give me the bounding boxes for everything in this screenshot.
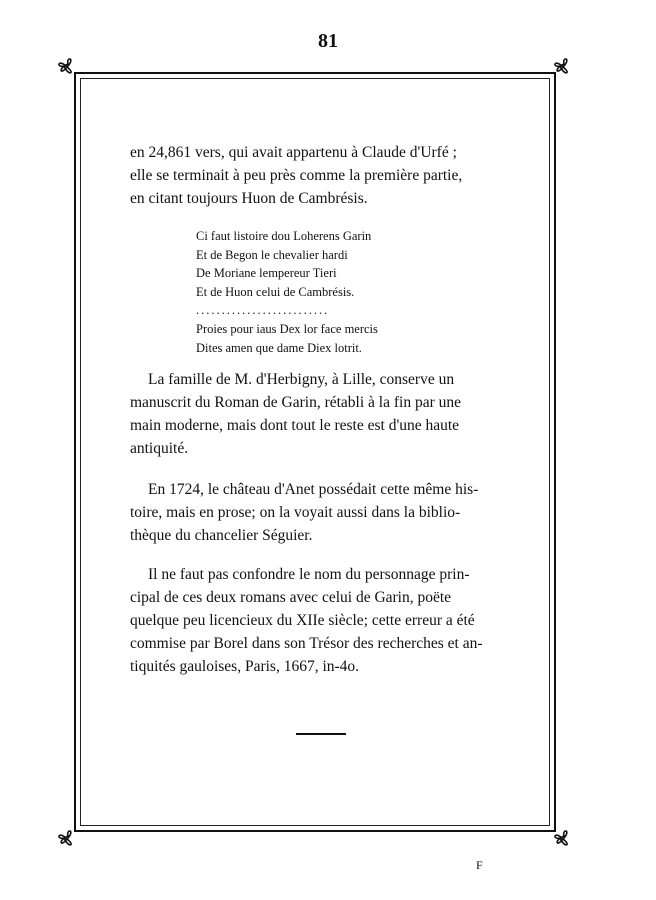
paragraph-anet bbox=[130, 478, 494, 547]
text-line: En 1724, le château d'Anet possédait cette même his- bbox=[148, 481, 479, 498]
corner-ornament-top-right bbox=[550, 54, 576, 80]
text-line: cipal de ces deux romans avec celui de Garin, poëte bbox=[130, 589, 452, 606]
text-line: La famille de M. d'Herbigny, à Lille, conserve un bbox=[148, 371, 455, 388]
text-line: commise par Borel dans son Trésor des recherches et an- bbox=[130, 635, 483, 652]
corner-ornament-top-left bbox=[54, 54, 80, 80]
paragraph-herbigny bbox=[130, 368, 494, 460]
verse-line: Proies pour iaus Dex lor face mercis bbox=[196, 321, 378, 336]
ellipsis-line: .......................... bbox=[196, 303, 330, 318]
corner-ornament-bottom-right bbox=[550, 826, 576, 852]
text-line: main moderne, mais dont tout le reste est d'une haute bbox=[130, 417, 460, 434]
text-line: quelque peu licencieux du XIIe siècle; cette erreur a été bbox=[130, 612, 475, 629]
text-line: Il ne faut pas confondre le nom du personnage prin- bbox=[148, 566, 470, 583]
verse-line: Et de Begon le chevalier hardi bbox=[196, 247, 348, 262]
text-line: elle se terminait à peu près comme la première partie, bbox=[130, 167, 463, 184]
verse-line: Et de Huon celui de Cambrésis. bbox=[196, 284, 355, 299]
fleuron-icon bbox=[54, 826, 80, 852]
verse-quotation bbox=[196, 227, 378, 357]
verse-line: De Moriane lempereur Tieri bbox=[196, 266, 337, 281]
fleuron-icon bbox=[550, 54, 576, 80]
text-line: toire, mais en prose; on la voyait aussi dans la biblio- bbox=[130, 504, 461, 521]
verse-line: Dites amen que dame Diex lotrit. bbox=[196, 340, 362, 355]
paragraph-manuscript-urfe bbox=[130, 141, 494, 210]
text-line: en citant toujours Huon de Cambrésis. bbox=[130, 190, 368, 207]
section-end-rule bbox=[296, 733, 346, 735]
page-number: 81 bbox=[318, 30, 338, 52]
paragraph-garin-poet bbox=[130, 563, 494, 678]
text-line: thèque du chancelier Séguier. bbox=[130, 527, 313, 544]
text-line: manuscrit du Roman de Garin, rétabli à la fin par une bbox=[130, 394, 461, 411]
verse-line: Ci faut listoire dou Loherens Garin bbox=[196, 229, 372, 243]
text-line: antiquité. bbox=[130, 440, 189, 457]
text-line: en 24,861 vers, qui avait appartenu à Claude d'Urfé ; bbox=[130, 144, 457, 161]
fleuron-icon bbox=[54, 54, 80, 80]
signature-mark: F bbox=[476, 858, 483, 872]
text-line: tiquités gauloises, Paris, 1667, in-4o. bbox=[130, 658, 360, 675]
corner-ornament-bottom-left bbox=[54, 826, 80, 852]
fleuron-icon bbox=[550, 826, 576, 852]
